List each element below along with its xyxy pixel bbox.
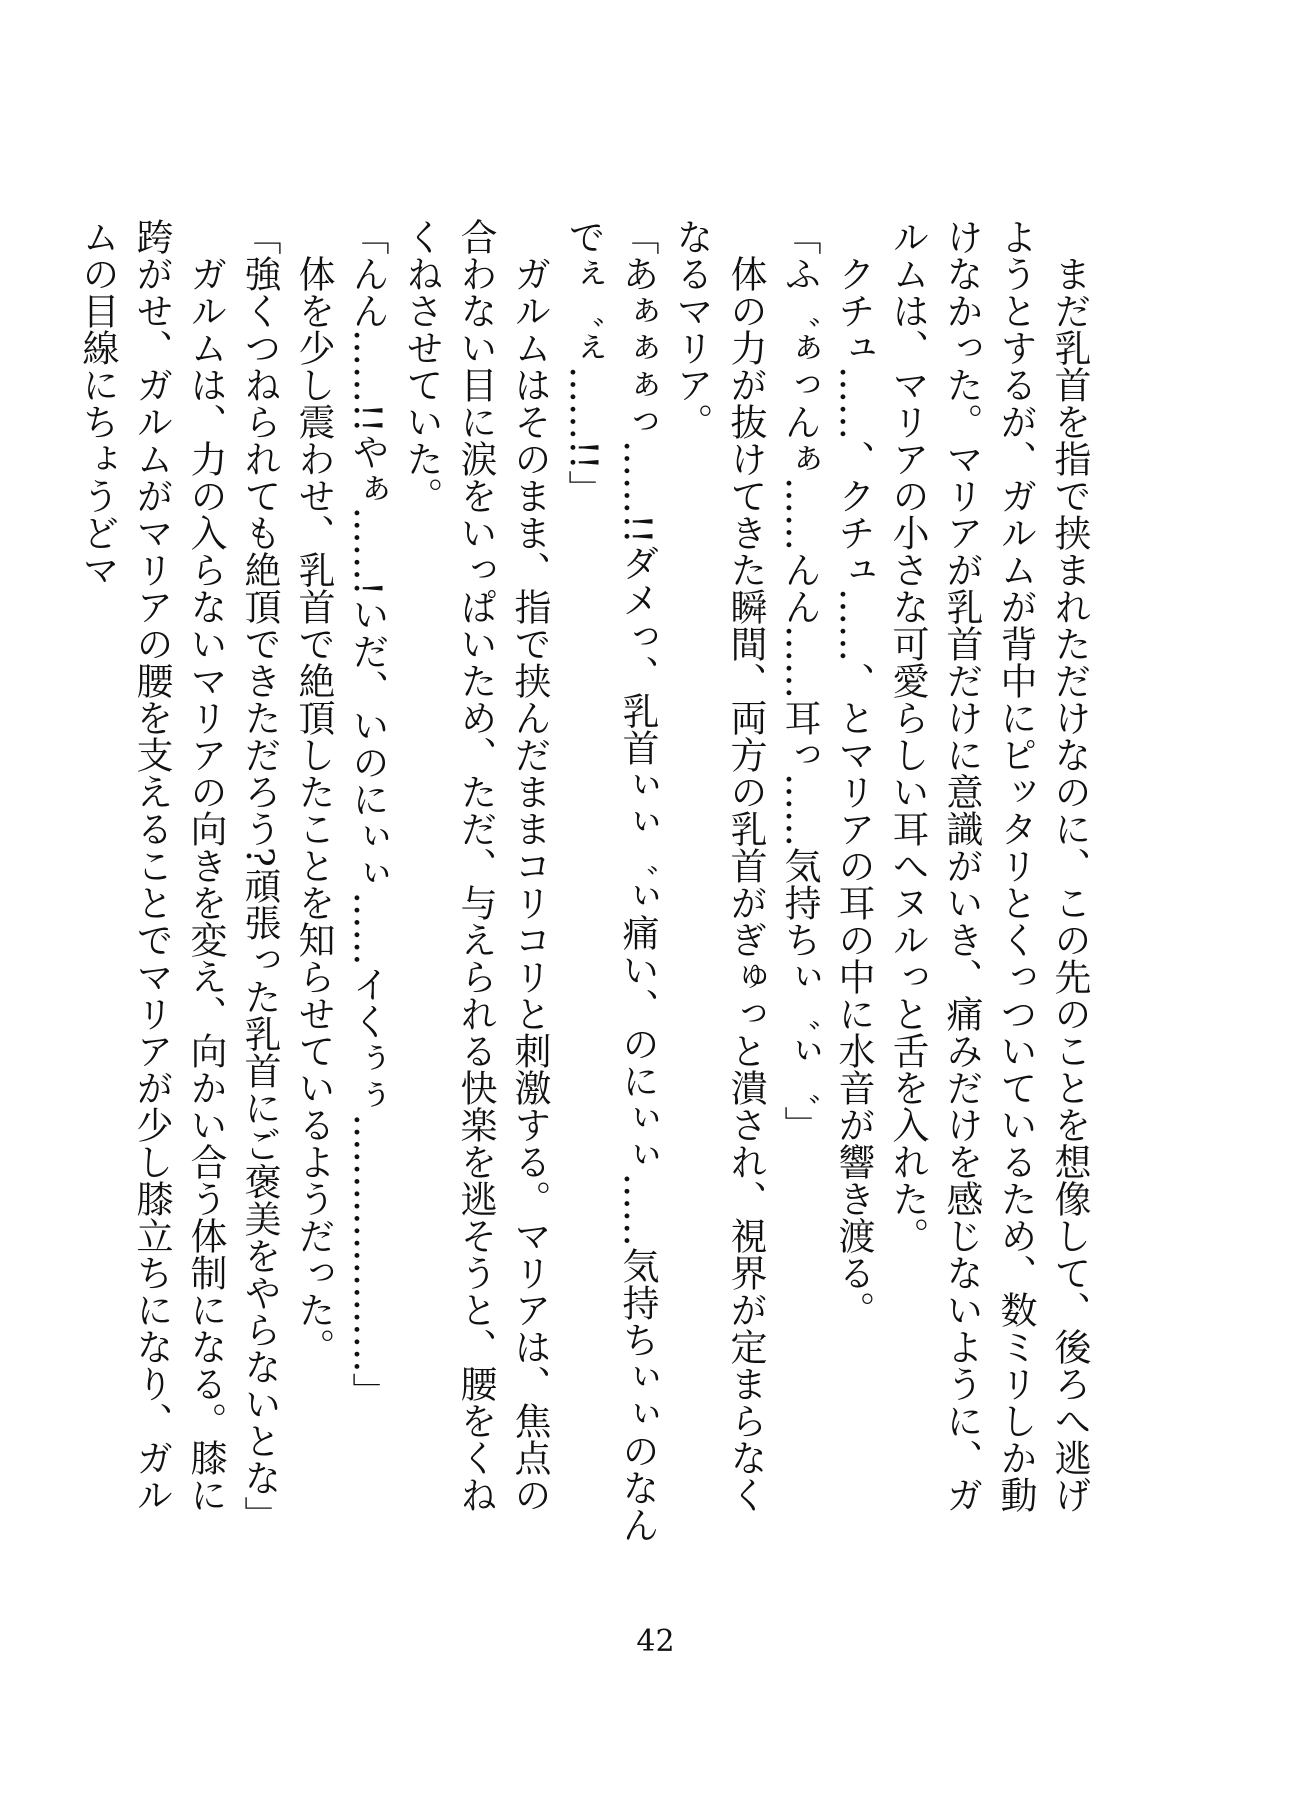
page-number: 42 bbox=[636, 1624, 675, 1659]
paragraph: ガルムは、力の入らないマリアの向きを変え、向かい合う体制になる。膝に跨がせ、ガルムがマリアの腰を支えることでマリアが少し膝立ちになり、ガルムの目線にちょうどマ bbox=[76, 218, 227, 1513]
paragraph: クチュ……、クチュ……、とマリアの耳の中に水音が響き渡る。 bbox=[832, 255, 875, 1328]
dialogue-line: 「あぁぁぁっ……!!ダメっ、乳首ぃぃ゛ぃ痛い、のにぃぃ……気持ちぃぃのなんでぇ゛ぇ……!!」 bbox=[562, 218, 659, 1543]
vertical-text-body bbox=[76, 218, 1096, 1548]
paragraph: 体を少し震わせ、乳首で絶頂したことを知らせているようだった。 bbox=[292, 255, 335, 1365]
dialogue-line: 「ふ゛ぁっんぁ……んん……耳っ……気持ちぃ゛ぃ゛」 bbox=[778, 218, 821, 1143]
dialogue-line: 「強くつねられても絶頂できただろう?頑張った乳首にご褒美をやらないとな」 bbox=[238, 218, 281, 1533]
paragraph: ガルムはそのまま、指で挟んだままコリコリと刺激する。マリアは、焦点の合わない目に涙をいっぱいため、ただ、与えられる快楽を逃そうと、腰をくねくねさせていた。 bbox=[400, 218, 551, 1513]
paragraph: まだ乳首を指で挟まれただけなのに、この先のことを想像して、後ろへ逃げようとするが、ガルムが背中にピッタリとくっついているため、数ミリしか動けなかった。マリアが乳首だけに意識がいき、痛みだけを感じないように、ガルムは、マリアの小さな可愛らしい耳へヌルっと舌を入れた。 bbox=[886, 218, 1091, 1513]
paragraph: 体の力が抜けてきた瞬間、両方の乳首がぎゅっと潰され、視界が定まらなくなるマリア。 bbox=[670, 218, 767, 1513]
dialogue-line: 「んん……!!やぁ……!いだ、いのにぃぃ……イくぅぅ…………………」 bbox=[346, 218, 389, 1410]
